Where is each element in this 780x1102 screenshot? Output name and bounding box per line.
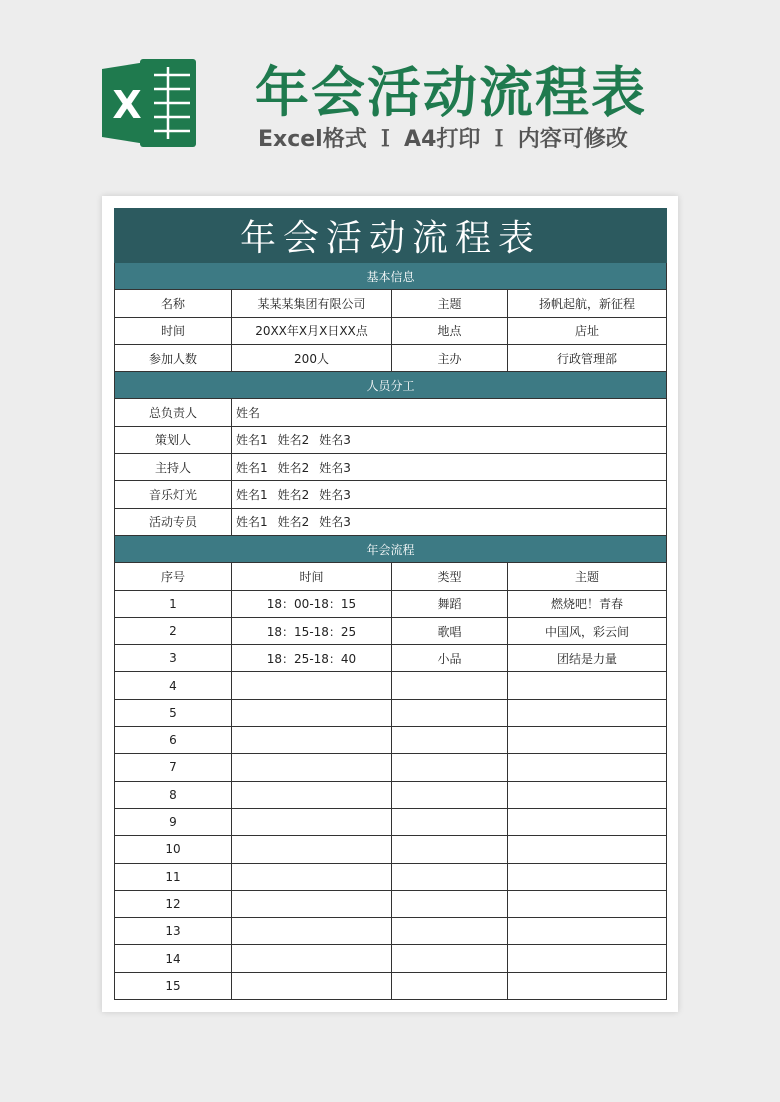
flow-cell[interactable] <box>232 836 392 862</box>
flow-cell[interactable]: 18：00-18：15 <box>232 591 392 617</box>
basic-info-row <box>114 345 667 372</box>
basic-info-cell[interactable]: 行政管理部 <box>556 351 617 366</box>
staff-name: 姓名1 <box>236 488 268 503</box>
flow-cell[interactable] <box>392 918 508 944</box>
flow-cell[interactable] <box>508 891 666 917</box>
staff-role[interactable]: 总负责人 <box>115 399 232 425</box>
flow-cell[interactable] <box>232 945 392 971</box>
flow-cell[interactable] <box>508 918 666 944</box>
flow-cell[interactable]: 8 <box>115 782 232 808</box>
flow-cell[interactable] <box>232 700 392 726</box>
flow-row <box>114 754 667 781</box>
flow-cell[interactable]: 4 <box>115 672 232 698</box>
basic-info-cell[interactable]: 时间 <box>115 318 232 344</box>
staff-name: 姓名3 <box>319 488 351 503</box>
basic-info-cell[interactable]: 名称 <box>115 290 232 316</box>
flow-cell[interactable] <box>508 754 666 780</box>
staff-name: 姓名1 <box>236 433 268 448</box>
flow-cell[interactable] <box>232 672 392 698</box>
staff-row <box>114 509 667 536</box>
flow-cell[interactable]: 团结是力量 <box>556 651 617 666</box>
flow-cell[interactable]: 中国风，彩云间 <box>544 624 629 639</box>
basic-info-cell[interactable]: 20XX年X月X日XX点 <box>232 318 392 344</box>
flow-row <box>114 891 667 918</box>
flow-cell[interactable]: 1 <box>115 591 232 617</box>
flow-cell[interactable] <box>232 918 392 944</box>
staff-role[interactable]: 活动专员 <box>115 509 232 535</box>
excel-logo-icon <box>102 55 198 151</box>
flow-cell[interactable] <box>508 973 666 999</box>
flow-row <box>114 836 667 863</box>
flow-cell[interactable] <box>232 782 392 808</box>
flow-cell[interactable]: 14 <box>115 945 232 971</box>
flow-cell[interactable]: 6 <box>115 727 232 753</box>
flow-row <box>114 591 667 618</box>
flow-row <box>114 809 667 836</box>
staff-names[interactable] <box>232 399 666 425</box>
flow-cell[interactable]: 15 <box>115 973 232 999</box>
staff-name: 姓名2 <box>277 433 310 448</box>
staff-name: 姓名2 <box>277 488 310 503</box>
flow-cell[interactable] <box>232 809 392 835</box>
flow-header-cell: 时间 <box>232 563 392 589</box>
flow-cell[interactable] <box>392 672 508 698</box>
staff-row <box>114 454 667 481</box>
flow-cell[interactable] <box>508 809 666 835</box>
flow-cell[interactable] <box>508 700 666 726</box>
basic-info-cell[interactable]: 参加人数 <box>115 345 232 371</box>
flow-cell[interactable] <box>392 864 508 890</box>
flow-row <box>114 618 667 645</box>
basic-info-row <box>114 290 667 317</box>
section-staff: 人员分工 <box>114 372 667 399</box>
staff-name: 姓名2 <box>277 460 310 475</box>
basic-info-cell[interactable]: 某某某集团有限公司 <box>232 290 392 316</box>
flow-cell[interactable]: 10 <box>115 836 232 862</box>
flow-cell[interactable]: 7 <box>115 754 232 780</box>
flow-cell[interactable]: 歌唱 <box>392 618 508 644</box>
flow-cell[interactable] <box>392 973 508 999</box>
staff-names[interactable] <box>232 509 666 535</box>
flow-cell[interactable]: 5 <box>115 700 232 726</box>
basic-info-cell[interactable]: 主题 <box>392 290 508 316</box>
flow-cell[interactable] <box>232 891 392 917</box>
flow-row <box>114 918 667 945</box>
flow-cell[interactable] <box>392 782 508 808</box>
flow-cell[interactable]: 小品 <box>392 645 508 671</box>
flow-cell[interactable] <box>508 836 666 862</box>
flow-cell[interactable] <box>392 945 508 971</box>
flow-cell[interactable] <box>392 727 508 753</box>
flow-cell[interactable]: 舞蹈 <box>392 591 508 617</box>
flow-row <box>114 727 667 754</box>
staff-names[interactable] <box>232 427 666 453</box>
flow-cell[interactable]: 燃烧吧！青春 <box>550 597 623 612</box>
staff-name: 姓名3 <box>319 460 351 475</box>
flow-cell[interactable] <box>392 809 508 835</box>
flow-cell[interactable] <box>392 700 508 726</box>
flow-cell[interactable]: 13 <box>115 918 232 944</box>
basic-info-cell[interactable]: 店址 <box>574 324 599 339</box>
staff-names[interactable] <box>232 454 666 480</box>
sheet-table <box>114 263 667 1000</box>
page-subtitle: Excel格式 Ｉ A4打印 Ｉ 内容可修改 <box>258 127 628 152</box>
staff-row <box>114 427 667 454</box>
staff-name: 姓名1 <box>236 460 268 475</box>
flow-cell[interactable]: 2 <box>115 618 232 644</box>
excel-logo-letter: X <box>112 83 142 127</box>
staff-name: 姓名3 <box>319 433 351 448</box>
flow-cell[interactable] <box>232 754 392 780</box>
flow-header-row <box>114 563 667 590</box>
flow-cell[interactable] <box>508 864 666 890</box>
staff-row <box>114 481 667 508</box>
staff-role[interactable]: 主持人 <box>115 454 232 480</box>
flow-cell[interactable]: 9 <box>115 809 232 835</box>
basic-info-cell[interactable]: 扬帆起航，新征程 <box>538 296 635 311</box>
flow-row <box>114 645 667 672</box>
flow-header-cell: 类型 <box>392 563 508 589</box>
flow-cell[interactable] <box>232 864 392 890</box>
flow-cell[interactable]: 11 <box>115 864 232 890</box>
flow-row <box>114 973 667 1000</box>
flow-row <box>114 700 667 727</box>
staff-names[interactable] <box>232 481 666 507</box>
basic-info-cell[interactable]: 主办 <box>392 345 508 371</box>
flow-cell[interactable] <box>508 672 666 698</box>
flow-cell[interactable] <box>232 973 392 999</box>
flow-cell[interactable] <box>392 891 508 917</box>
section-basic-info: 基本信息 <box>114 263 667 290</box>
flow-cell[interactable]: 18：15-18：25 <box>232 618 392 644</box>
flow-cell[interactable]: 12 <box>115 891 232 917</box>
flow-header-cell: 序号 <box>115 563 232 589</box>
basic-info-row <box>114 318 667 345</box>
basic-info-cell[interactable]: 200人 <box>232 345 392 371</box>
flow-cell[interactable] <box>508 727 666 753</box>
flow-row <box>114 672 667 699</box>
spreadsheet-preview <box>102 196 678 1012</box>
page-header <box>0 0 780 190</box>
flow-row <box>114 782 667 809</box>
flow-cell[interactable]: 3 <box>115 645 232 671</box>
staff-name: 姓名 <box>236 406 261 421</box>
staff-role[interactable]: 策划人 <box>115 427 232 453</box>
flow-cell[interactable] <box>508 782 666 808</box>
staff-name: 姓名2 <box>277 515 310 530</box>
flow-cell[interactable] <box>392 836 508 862</box>
section-flow: 年会流程 <box>114 536 667 563</box>
sheet-title: 年会活动流程表 <box>114 208 667 263</box>
basic-info-cell[interactable]: 地点 <box>392 318 508 344</box>
flow-header-cell: 主题 <box>574 569 599 584</box>
staff-name: 姓名1 <box>236 515 268 530</box>
flow-cell[interactable] <box>232 727 392 753</box>
flow-cell[interactable]: 18：25-18：40 <box>232 645 392 671</box>
flow-cell[interactable] <box>508 945 666 971</box>
flow-cell[interactable] <box>392 754 508 780</box>
flow-row <box>114 864 667 891</box>
staff-name: 姓名3 <box>319 515 351 530</box>
flow-row <box>114 945 667 972</box>
staff-row <box>114 399 667 426</box>
staff-role[interactable]: 音乐灯光 <box>115 481 232 507</box>
page-title: 年会活动流程表 <box>255 61 647 124</box>
